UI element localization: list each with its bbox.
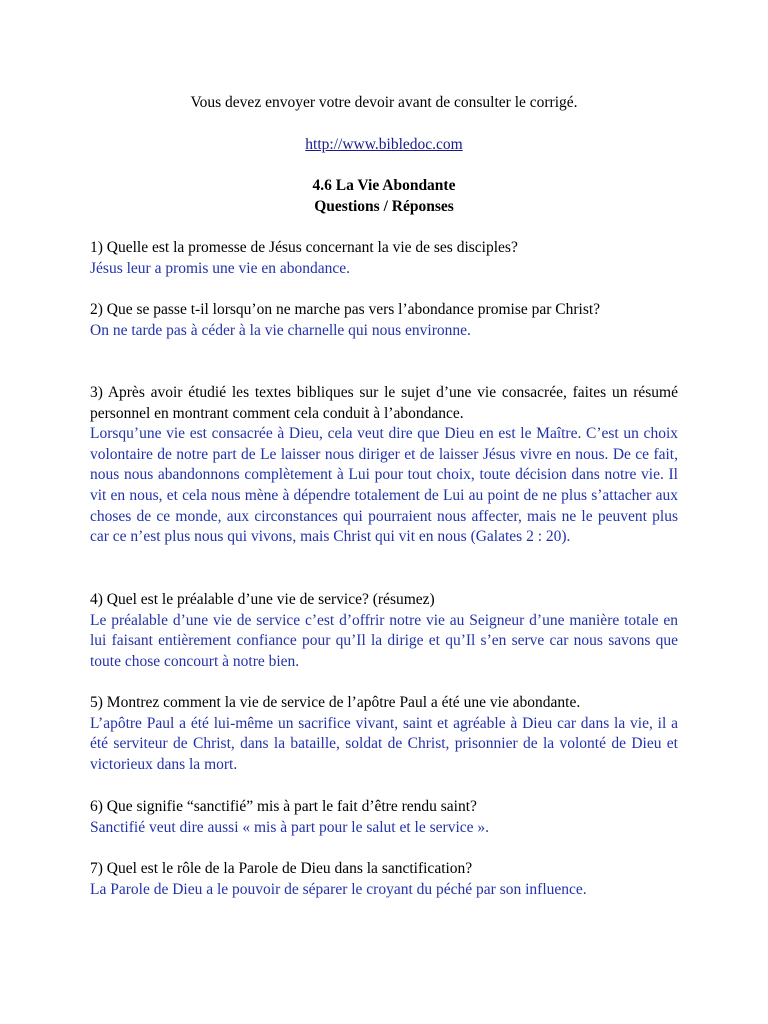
qa-item-5 (90, 693, 678, 775)
answer-4: Le préalable d’une vie de service c’est d’offrir notre vie au Seigneur d’une manière totale en lui faisant entièrement confiance pour qu’Il la dirige et qu’Il s’en serve car nous savons que toute chose concourt à notre bien. (90, 611, 678, 670)
answer-7: La Parole de Dieu a le pouvoir de séparer le croyant du péché par son influence. (90, 880, 587, 898)
answer-2: On ne tarde pas à céder à la vie charnelle qui nous environne. (90, 321, 471, 339)
website-link-container (0, 135, 768, 156)
answer-5: L’apôtre Paul a été lui-même un sacrifice vivant, saint et agréable à Dieu car dans la vie, il a été serviteur de Christ, dans la bataille, soldat de Christ, prisonnier de la volonté de Dieu et victorieux dans la mort. (90, 714, 678, 773)
document-subtitle: Questions / Réponses (314, 198, 454, 215)
notice-text: Vous devez envoyer votre devoir avant de consulter le corrigé. (190, 94, 578, 111)
question-6: 6) Que signifie “sanctifié” mis à part le fait d’être rendu saint? (90, 798, 477, 815)
question-2: 2) Que se passe t-il lorsqu’on ne marche pas vers l’abondance promise par Christ? (90, 301, 601, 318)
qa-item-3 (90, 383, 678, 548)
qa-item-6 (90, 797, 678, 838)
answer-3: Lorsqu’une vie est consacrée à Dieu, cela veut dire que Dieu en est le Maître. C’est un choix volontaire de notre part de Le laisser nous diriger et de laisser Jésus vivre en nous. De ce fait, nous nous abandonnons complètement à Lui pour tout choix, toute décision dans notre vie. Il vit en nous, et cela nous mène à dépendre totalement de Lui au point de ne plus s’attacher aux choses de ce monde, aux circonstances qui pourraient nous affecter, mais ne le peuvent plus car ce n’est plus nous qui vivons, mais Christ qui vit en nous (Galates 2 : 20). (90, 425, 678, 546)
answer-6: Sanctifié veut dire aussi « mis à part pour le salut et le service ». (90, 818, 490, 836)
question-1: 1) Quelle est la promesse de Jésus concernant la vie de ses disciples? (90, 239, 518, 256)
website-link[interactable]: http://www.bibledoc.com (305, 136, 463, 153)
question-7: 7) Quel est le rôle de la Parole de Dieu dans la sanctification? (90, 860, 473, 877)
qa-item-4 (90, 590, 678, 672)
question-5: 5) Montrez comment la vie de service de l’apôtre Paul a été une vie abondante. (90, 694, 581, 711)
question-4: 4) Quel est le préalable d’une vie de service? (résumez) (90, 591, 435, 608)
document-title: 4.6 La Vie Abondante (312, 177, 456, 194)
qa-item-2 (90, 300, 678, 341)
qa-item-7 (90, 859, 678, 900)
qa-item-1 (90, 238, 678, 279)
question-3: 3) Après avoir étudié les textes bibliques sur le sujet d’une vie consacrée, faites un résumé personnel en montrant comment cela conduit à l’abondance. (90, 384, 678, 422)
answer-1: Jésus leur a promis une vie en abondance. (90, 259, 350, 277)
